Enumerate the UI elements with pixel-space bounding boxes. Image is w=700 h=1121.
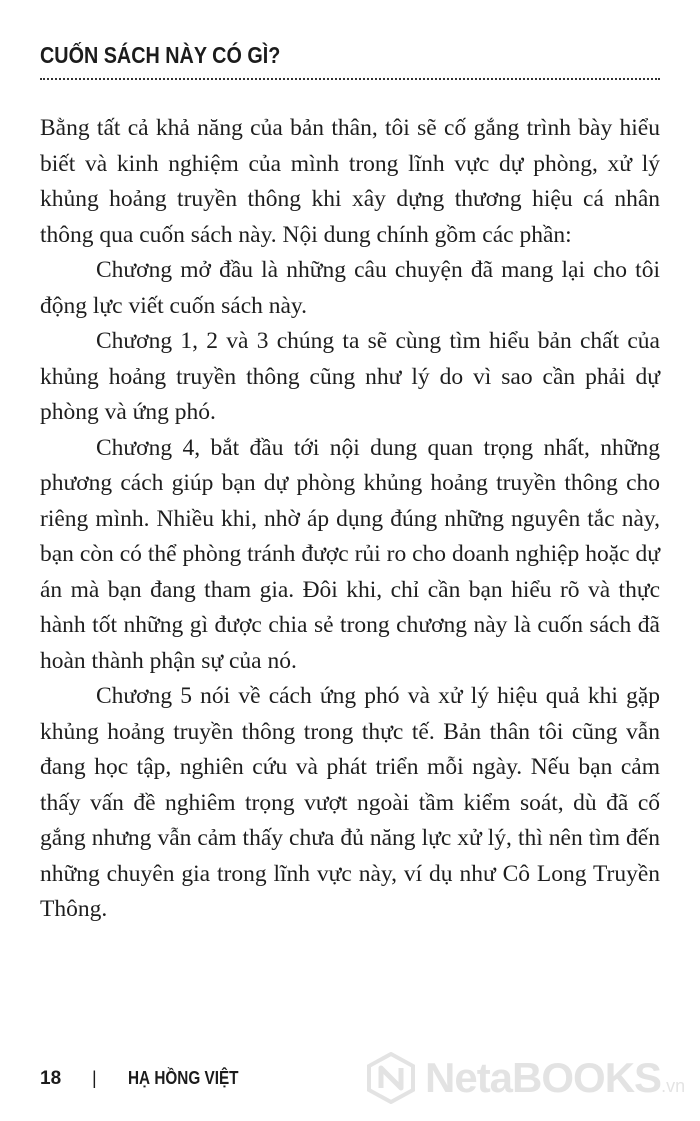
paragraph-chapter-4: Chương 4, bắt đầu tới nội dung quan trọng nhất, những phương cách giúp bạn dự phòng khủng hoảng truyền thông cho riêng mình. Nhiều khi, nhờ áp dụng đúng những nguyên tắc này, bạn còn có thể phòng tránh được rủi ro cho doanh nghiệp hoặc dự án mà bạn đang tham gia. Đôi khi, chỉ cần bạn hiểu rõ và thực hành tốt những gì được chia sẻ trong chương này là cuốn sách đã hoàn thành phận sự của nó. <box>40 434 660 674</box>
paragraph-chapter-5: Chương 5 nói về cách ứng phó và xử lý hiệu quả khi gặp khủng hoảng truyền thông trong thực tế. Bản thân tôi cũng vẫn đang học tập, nghiên cứu và phát triển mỗi ngày. Nếu bạn cảm thấy vấn đề nghiêm trọng vượt ngoài tầm kiểm soát, dù đã cố gắng nhưng vẫn cảm thấy chưa đủ năng lực xử lý, thì nên tìm đến những chuyên gia trong lĩnh vực này, ví dụ như Cô Long Truyền Thông. <box>40 683 660 922</box>
netabooks-watermark <box>365 1048 685 1108</box>
body-text <box>40 111 660 928</box>
watermark-suffix: .vn <box>661 1076 686 1096</box>
title-divider <box>40 78 660 80</box>
netabooks-logo-icon <box>365 1052 417 1104</box>
watermark-brand: NetaBOOKS <box>425 1054 662 1101</box>
watermark-text <box>425 1054 685 1102</box>
section-title: CUỐN SÁCH NÀY CÓ GÌ? <box>40 42 281 68</box>
paragraph-opening-chapter: Chương mở đầu là những câu chuyện đã mang lại cho tôi động lực viết cuốn sách này. <box>40 257 660 319</box>
paragraph-intro: Bằng tất cả khả năng của bản thân, tôi sẽ cố gắng trình bày hiểu biết và kinh nghiệm của mình trong lĩnh vực dự phòng, xử lý khủng hoảng truyền thông khi xây dựng thương hiệu cá nhân thông qua cuốn sách này. Nội dung chính gồm các phần: <box>40 115 660 248</box>
footer-separator: | <box>92 1068 97 1088</box>
page-number: 18 <box>40 1068 62 1089</box>
paragraph-chapters-1-3: Chương 1, 2 và 3 chúng ta sẽ cùng tìm hiểu bản chất của khủng hoảng truyền thông cũng như lý do vì sao cần phải dự phòng và ứng phó. <box>40 328 660 425</box>
author-name: HẠ HỒNG VIỆT <box>128 1068 239 1088</box>
